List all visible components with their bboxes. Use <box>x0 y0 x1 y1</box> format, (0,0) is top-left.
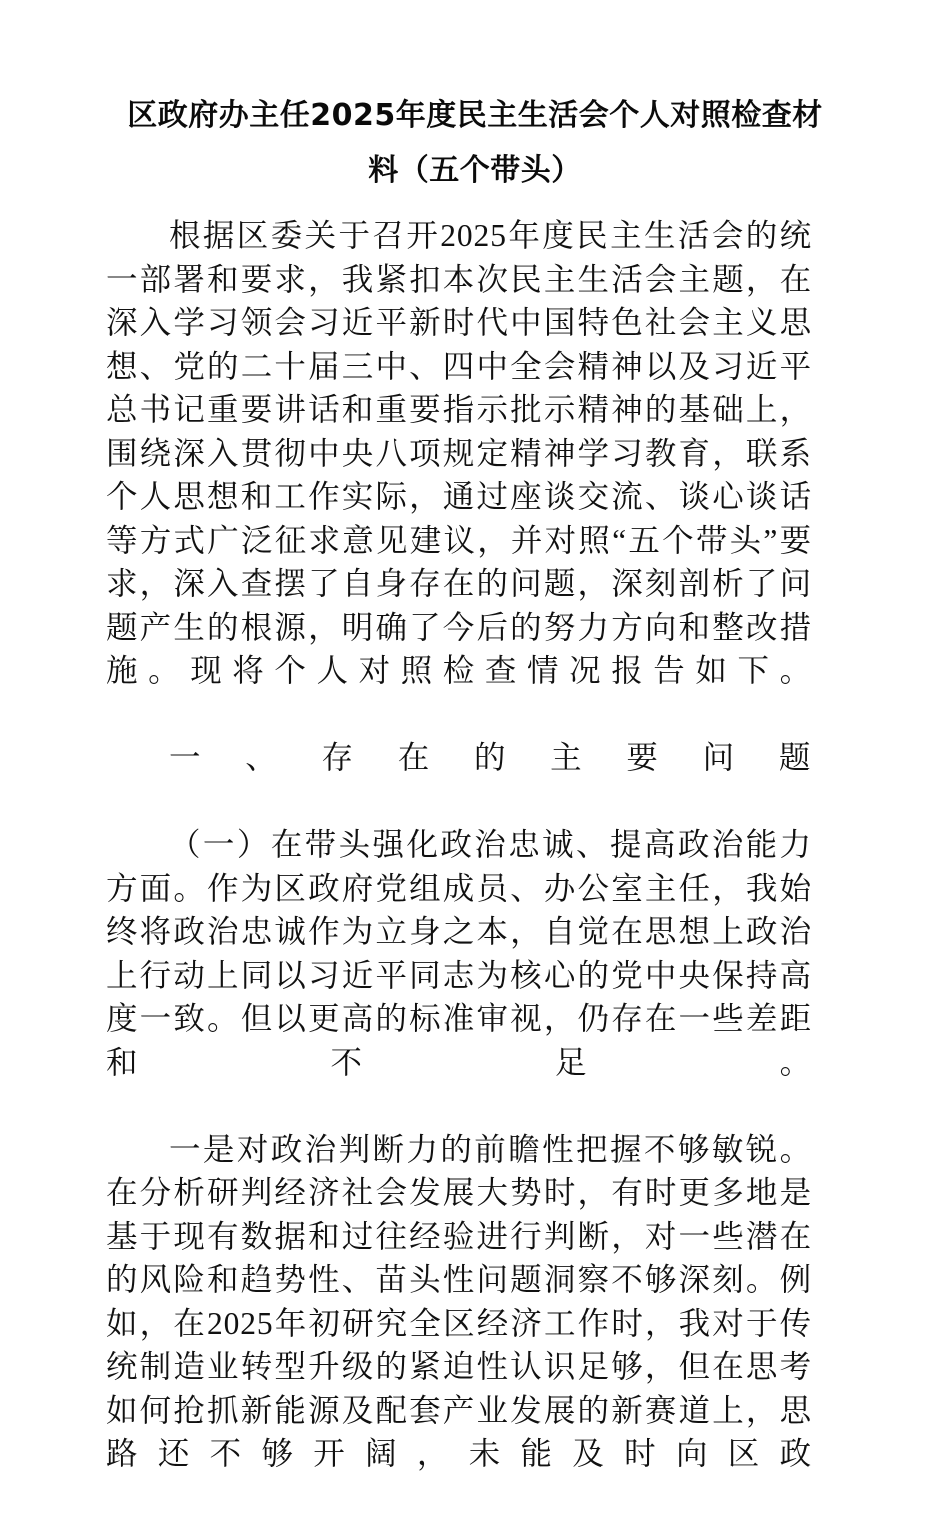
paragraph-item-1-1-1: 一是对政治判断力的前瞻性把握不够敏锐。在分析研判经济社会发展大势时，有时更多地是基于现有数据和过往经验进行判断，对一些潜在的风险和趋势性、苗头性问题洞察不够深刻。例如，在2025年初研究全区经济工作时，我对于传统制造业转型升级的紧迫性认识足够，但在思考如何抢抓新能源及配套产业发展的新赛道上，思路还不够开阔，未能及时向区政 <box>106 1128 812 1519</box>
page-title: 区政府办主任2025年度民主生活会个人对照检查材料（五个带头） <box>118 88 832 198</box>
paragraph-intro: 根据区委关于召开2025年度民主生活会的统一部署和要求，我紧扣本次民主生活会主题，在深入学习领会习近平新时代中国特色社会主义思想、党的二十届三中、四中全会精神以及习近平总书记重要讲话和重要指示批示精神的基础上，围绕深入贯彻中央八项规定精神学习教育，联系个人思想和工作实际，通过座谈交流、谈心谈话等方式广泛征求意见建议，并对照“五个带头”要求，深入查摆了自身存在的问题，深刻剖析了问题产生的根源，明确了今后的努力方向和整改措施。现将个人对照检查情况报告如下。 <box>106 214 812 736</box>
paragraph-subsection-1-1: （一）在带头强化政治忠诚、提高政治能力方面。作为区政府党组成员、办公室主任，我始终将政治忠诚作为立身之本，自觉在思想上政治上行动上同以习近平同志为核心的党中央保持高度一致。但以更高的标准审视，仍存在一些差距和不足。 <box>106 823 812 1128</box>
document-body <box>106 214 812 1519</box>
section-heading-existing-problems: 一、存在的主要问题 <box>106 736 812 823</box>
